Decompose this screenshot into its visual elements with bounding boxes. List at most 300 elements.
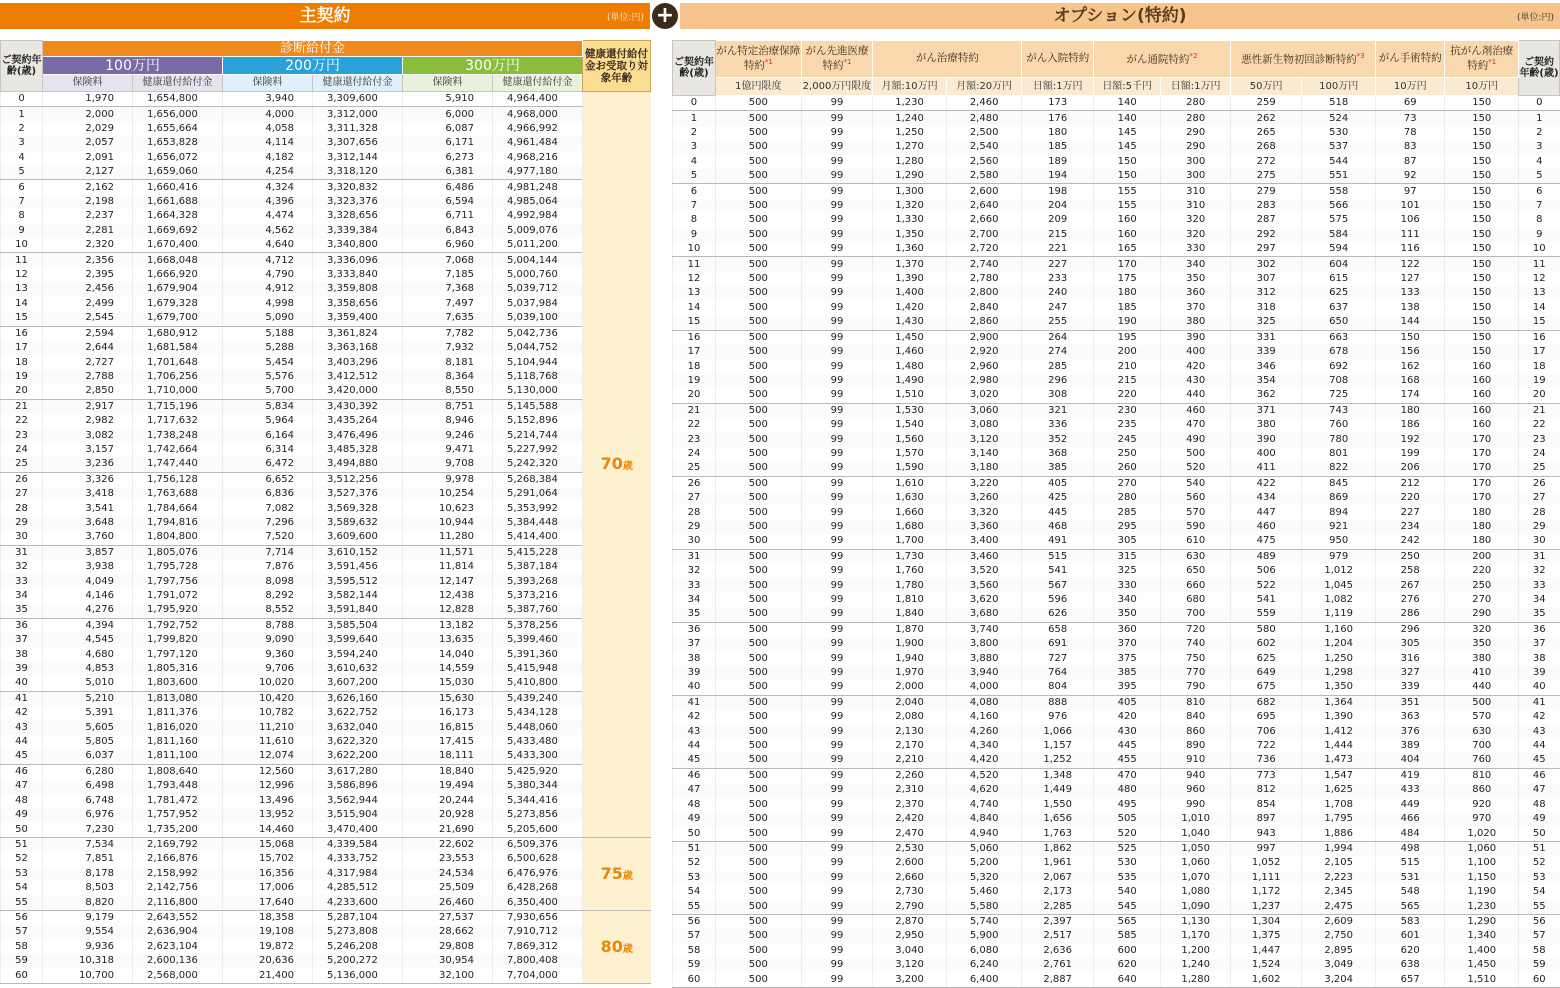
premium-cell: 6,087 xyxy=(403,122,493,136)
premium-cell: 15,030 xyxy=(403,676,493,691)
option-premium-cell: 1,290 xyxy=(1445,914,1519,929)
table-row xyxy=(1,487,651,501)
age-cell-right: 43 xyxy=(1519,724,1560,738)
option-premium-cell: 545 xyxy=(1093,899,1160,914)
option-title: オプション(特約) xyxy=(1053,6,1187,26)
option-premium-cell: 234 xyxy=(1375,520,1444,534)
premium-cell: 15,068 xyxy=(223,837,313,852)
return-cell: 4,992,984 xyxy=(493,209,583,223)
option-premium-cell: 1,230 xyxy=(873,96,947,111)
premium-cell: 7,520 xyxy=(223,530,313,545)
option-premium-cell: 625 xyxy=(1230,651,1302,665)
premium-cell: 9,978 xyxy=(403,472,493,487)
premium-cell: 4,545 xyxy=(43,633,133,647)
premium-cell: 4,853 xyxy=(43,662,133,676)
payout-age-value: 80 xyxy=(600,936,623,956)
option-premium-cell: 1,298 xyxy=(1302,666,1376,680)
option-premium-cell: 339 xyxy=(1375,680,1444,695)
return-cell: 1,797,756 xyxy=(133,574,223,588)
table-row xyxy=(1,253,651,268)
option-premium-cell: 370 xyxy=(1093,637,1160,651)
option-premium-cell: 500 xyxy=(715,301,801,315)
option-premium-cell: 500 xyxy=(715,374,801,388)
option-premium-cell: 150 xyxy=(1445,242,1519,257)
option-premium-cell: 307 xyxy=(1230,272,1302,286)
option-premium-cell: 185 xyxy=(1022,140,1094,154)
option-unit-label: (単位:円) xyxy=(1516,13,1554,23)
premium-cell: 10,782 xyxy=(223,706,313,720)
payout-age-value: 75 xyxy=(600,863,623,883)
premium-cell: 18,358 xyxy=(223,910,313,925)
return-cell: 3,470,400 xyxy=(313,822,403,837)
premium-cell: 7,782 xyxy=(403,326,493,341)
premium-cell: 2,356 xyxy=(43,253,133,268)
return-cell: 1,805,316 xyxy=(133,662,223,676)
table-row xyxy=(1,968,651,983)
option-premium-cell: 470 xyxy=(1093,768,1160,783)
option-premium-cell: 845 xyxy=(1302,476,1376,491)
option-premium-cell: 720 xyxy=(1161,622,1230,637)
return-cell: 3,599,640 xyxy=(313,633,403,647)
option-premium-cell: 1,082 xyxy=(1302,593,1376,607)
premium-cell: 16,815 xyxy=(403,720,493,734)
option-premium-cell: 540 xyxy=(1161,476,1230,491)
option-premium-cell: 500 xyxy=(715,651,801,665)
option-premium-cell: 638 xyxy=(1375,958,1444,972)
option-premium-cell: 840 xyxy=(1161,710,1230,724)
premium-cell: 13,182 xyxy=(403,618,493,633)
return-cell: 3,363,168 xyxy=(313,341,403,355)
option-premium-cell: 190 xyxy=(1093,315,1160,330)
table-row xyxy=(1,822,651,837)
option-premium-cell: 99 xyxy=(801,534,873,549)
option-premium-cell: 99 xyxy=(801,184,873,199)
premium-cell: 2,545 xyxy=(43,311,133,326)
option-premium-cell: 327 xyxy=(1375,666,1444,680)
table-row xyxy=(673,899,1560,914)
age-cell-right: 27 xyxy=(1519,491,1560,505)
option-premium-cell: 144 xyxy=(1375,315,1444,330)
premium-cell: 9,471 xyxy=(403,443,493,457)
option-premium-cell: 122 xyxy=(1375,257,1444,272)
table-row xyxy=(1,662,651,676)
option-premium-cell: 5,320 xyxy=(946,871,1022,885)
table-row xyxy=(1,852,651,866)
premium-cell: 2,162 xyxy=(43,180,133,195)
option-premium-cell: 3,049 xyxy=(1302,958,1376,972)
age-cell: 45 xyxy=(1,749,43,764)
option-premium-cell: 150 xyxy=(1445,184,1519,199)
option-premium-cell: 99 xyxy=(801,418,873,432)
premium-header: 保険料 xyxy=(223,75,313,92)
return-cell: 3,485,328 xyxy=(313,443,403,457)
table-row xyxy=(673,359,1560,373)
option-premium-cell: 2,560 xyxy=(946,155,1022,169)
option-premium-cell: 145 xyxy=(1093,140,1160,154)
option-premium-cell: 620 xyxy=(1093,958,1160,972)
age-cell: 36 xyxy=(1,618,43,633)
main-contract-banner xyxy=(0,3,650,29)
table-row xyxy=(673,374,1560,388)
premium-cell: 26,460 xyxy=(403,895,493,910)
option-premium-cell: 2,260 xyxy=(873,768,947,783)
option-premium-cell: 99 xyxy=(801,826,873,841)
option-premium-cell: 1,570 xyxy=(873,447,947,461)
option-premium-cell: 340 xyxy=(1161,257,1230,272)
option-premium-cell: 155 xyxy=(1093,184,1160,199)
option-premium-cell: 2,887 xyxy=(1022,972,1094,987)
option-premium-cell: 270 xyxy=(1445,593,1519,607)
option-premium-cell: 531 xyxy=(1375,871,1444,885)
return-cell: 2,636,904 xyxy=(133,925,223,939)
age-cell: 51 xyxy=(673,841,716,856)
age-cell-right: 10 xyxy=(1519,242,1560,257)
age-cell: 18 xyxy=(673,359,716,373)
option-premium-cell: 500 xyxy=(715,885,801,899)
option-premium-cell: 150 xyxy=(1445,169,1519,184)
return-cell: 3,320,832 xyxy=(313,180,403,195)
premium-cell: 4,712 xyxy=(223,253,313,268)
option-premium-cell: 99 xyxy=(801,695,873,710)
premium-cell: 2,091 xyxy=(43,151,133,165)
return-cell: 4,968,000 xyxy=(493,107,583,122)
option-premium-cell: 500 xyxy=(715,403,801,418)
table-row xyxy=(673,958,1560,972)
age-cell: 37 xyxy=(1,633,43,647)
option-premium-cell: 500 xyxy=(715,578,801,592)
return-cell: 1,794,816 xyxy=(133,516,223,530)
return-cell: 1,791,072 xyxy=(133,589,223,603)
return-cell: 1,795,920 xyxy=(133,603,223,618)
table-row xyxy=(1,764,651,779)
option-premium-cell: 1,270 xyxy=(873,140,947,154)
option-premium-cell: 1,490 xyxy=(873,374,947,388)
option-premium-cell: 339 xyxy=(1230,345,1302,359)
opt-header-outpatient xyxy=(1093,41,1230,78)
age-cell: 23 xyxy=(1,428,43,442)
option-premium-cell: 2,800 xyxy=(946,286,1022,300)
age-cell: 20 xyxy=(673,388,716,403)
return-header: 健康還付給付金 xyxy=(313,75,403,92)
option-premium-cell: 260 xyxy=(1093,461,1160,476)
age-cell: 19 xyxy=(673,374,716,388)
option-premium-cell: 2,080 xyxy=(873,710,947,724)
premium-cell: 22,602 xyxy=(403,837,493,852)
table-row xyxy=(673,301,1560,315)
option-premium-cell: 280 xyxy=(1161,96,1230,111)
premium-cell: 19,108 xyxy=(223,925,313,939)
option-premium-cell: 500 xyxy=(715,783,801,797)
option-premium-cell: 2,790 xyxy=(873,899,947,914)
premium-cell: 9,360 xyxy=(223,647,313,661)
premium-cell: 6,171 xyxy=(403,136,493,150)
age-cell: 17 xyxy=(1,341,43,355)
option-premium-cell: 500 xyxy=(715,826,801,841)
opt-header-hospitalization xyxy=(1022,41,1094,78)
premium-cell: 13,952 xyxy=(223,808,313,822)
option-premium-cell: 2,460 xyxy=(946,96,1022,111)
return-cell: 1,763,688 xyxy=(133,487,223,501)
option-premium-cell: 175 xyxy=(1093,272,1160,286)
age-cell: 38 xyxy=(673,651,716,665)
option-premium-cell: 99 xyxy=(801,286,873,300)
option-premium-cell: 1,560 xyxy=(873,432,947,446)
option-premium-cell: 425 xyxy=(1022,491,1094,505)
option-premium-cell: 2,397 xyxy=(1022,914,1094,929)
return-cell: 5,373,216 xyxy=(493,589,583,603)
option-premium-cell: 2,900 xyxy=(946,330,1022,345)
option-premium-cell: 1,350 xyxy=(873,228,947,242)
option-premium-cell: 500 xyxy=(715,753,801,768)
option-premium-cell: 2,660 xyxy=(946,213,1022,227)
premium-cell: 8,820 xyxy=(43,895,133,910)
option-premium-cell: 500 xyxy=(715,476,801,491)
option-premium-cell: 4,420 xyxy=(946,753,1022,768)
return-header: 健康還付給付金 xyxy=(493,75,583,92)
table-row xyxy=(673,315,1560,330)
option-premium-cell: 466 xyxy=(1375,812,1444,826)
return-cell: 5,287,104 xyxy=(313,910,403,925)
option-premium-cell: 500 xyxy=(715,520,801,534)
premium-cell: 6,164 xyxy=(223,428,313,442)
return-cell: 1,811,100 xyxy=(133,749,223,764)
option-premium-cell: 650 xyxy=(1161,564,1230,578)
option-premium-cell: 630 xyxy=(1445,724,1519,738)
age-cell-right: 15 xyxy=(1519,315,1560,330)
option-premium-cell: 99 xyxy=(801,301,873,315)
option-premium-cell: 5,900 xyxy=(946,929,1022,943)
option-premium-cell: 773 xyxy=(1230,768,1302,783)
payout-age-header: 健康還付給付金お受取り対象年齢 xyxy=(583,41,651,92)
option-premium-cell: 376 xyxy=(1375,724,1444,738)
option-premium-cell: 558 xyxy=(1302,184,1376,199)
option-premium-cell: 1,460 xyxy=(873,345,947,359)
option-premium-cell: 1,230 xyxy=(1445,899,1519,914)
age-cell-right: 57 xyxy=(1519,929,1560,943)
option-premium-cell: 1,060 xyxy=(1161,856,1230,870)
option-premium-cell: 280 xyxy=(1161,111,1230,126)
table-row xyxy=(1,195,651,209)
option-premium-cell: 99 xyxy=(801,972,873,987)
age-cell-right: 42 xyxy=(1519,710,1560,724)
return-header: 健康還付給付金 xyxy=(133,75,223,92)
return-cell: 1,804,800 xyxy=(133,530,223,545)
table-row xyxy=(673,403,1560,418)
age-cell-right: 29 xyxy=(1519,520,1560,534)
age-cell: 34 xyxy=(1,589,43,603)
age-cell-right: 39 xyxy=(1519,666,1560,680)
premium-cell: 5,910 xyxy=(403,92,493,107)
option-premium-cell: 2,517 xyxy=(1022,929,1094,943)
option-premium-cell: 321 xyxy=(1022,403,1094,418)
option-premium-cell: 560 xyxy=(1161,491,1230,505)
option-premium-cell: 1,530 xyxy=(873,403,947,418)
option-premium-cell: 1,524 xyxy=(1230,958,1302,972)
age-cell: 60 xyxy=(1,968,43,983)
option-premium-cell: 790 xyxy=(1161,680,1230,695)
table-row xyxy=(1,501,651,515)
option-premium-cell: 500 xyxy=(715,593,801,607)
option-premium-cell: 660 xyxy=(1161,578,1230,592)
main-contract-title: 主契約 xyxy=(299,6,351,26)
age-cell: 56 xyxy=(673,914,716,929)
premium-cell: 3,760 xyxy=(43,530,133,545)
option-premium-cell: 297 xyxy=(1230,242,1302,257)
option-premium-cell: 99 xyxy=(801,783,873,797)
option-premium-cell: 325 xyxy=(1230,315,1302,330)
return-cell: 1,781,472 xyxy=(133,794,223,808)
return-cell: 5,152,896 xyxy=(493,414,583,428)
option-premium-cell: 445 xyxy=(1093,739,1160,753)
option-premium-cell: 405 xyxy=(1093,695,1160,710)
return-cell: 5,009,076 xyxy=(493,224,583,238)
return-cell: 3,582,144 xyxy=(313,589,403,603)
return-cell: 2,142,756 xyxy=(133,881,223,895)
age-cell-right: 37 xyxy=(1519,637,1560,651)
table-row xyxy=(1,925,651,939)
option-premium-cell: 99 xyxy=(801,812,873,826)
return-cell: 5,415,228 xyxy=(493,545,583,560)
age-cell: 21 xyxy=(1,399,43,414)
premium-cell: 9,936 xyxy=(43,940,133,954)
option-premium-cell: 195 xyxy=(1093,330,1160,345)
table-row xyxy=(673,257,1560,272)
option-premium-cell: 305 xyxy=(1375,637,1444,651)
return-cell: 6,500,628 xyxy=(493,852,583,866)
age-cell: 12 xyxy=(1,268,43,282)
option-premium-cell: 99 xyxy=(801,169,873,184)
table-row xyxy=(673,520,1560,534)
option-premium-cell: 434 xyxy=(1230,491,1302,505)
return-cell: 3,359,808 xyxy=(313,282,403,296)
option-premium-cell: 500 xyxy=(715,564,801,578)
option-premium-cell: 1,060 xyxy=(1445,841,1519,856)
return-cell: 5,000,760 xyxy=(493,268,583,282)
option-premium-cell: 99 xyxy=(801,856,873,870)
age-cell: 10 xyxy=(1,238,43,253)
age-cell: 29 xyxy=(673,520,716,534)
age-cell: 42 xyxy=(1,706,43,720)
premium-cell: 2,057 xyxy=(43,136,133,150)
option-premium-cell: 2,580 xyxy=(946,169,1022,184)
option-premium-cell: 1,444 xyxy=(1302,739,1376,753)
age-cell: 2 xyxy=(673,126,716,140)
option-premium-cell: 910 xyxy=(1161,753,1230,768)
option-premium-cell: 99 xyxy=(801,666,873,680)
return-cell: 3,569,328 xyxy=(313,501,403,515)
option-premium-cell: 801 xyxy=(1302,447,1376,461)
option-premium-cell: 518 xyxy=(1302,96,1376,111)
age-cell: 8 xyxy=(673,213,716,227)
table-row xyxy=(1,443,651,457)
option-premium-cell: 500 xyxy=(715,272,801,286)
age-cell: 25 xyxy=(673,461,716,476)
return-cell: 3,527,376 xyxy=(313,487,403,501)
option-premium-cell: 2,660 xyxy=(873,871,947,885)
return-cell: 3,476,496 xyxy=(313,428,403,442)
return-cell: 4,968,216 xyxy=(493,151,583,165)
return-cell: 3,420,000 xyxy=(313,384,403,399)
payout-age-value: 70 xyxy=(600,454,623,474)
table-row xyxy=(1,954,651,968)
return-cell: 5,425,920 xyxy=(493,764,583,779)
return-cell: 1,680,912 xyxy=(133,326,223,341)
option-premium-cell: 99 xyxy=(801,768,873,783)
premium-cell: 4,998 xyxy=(223,297,313,311)
option-premium-cell: 484 xyxy=(1375,826,1444,841)
option-premium-cell: 150 xyxy=(1093,169,1160,184)
option-premium-cell: 385 xyxy=(1022,461,1094,476)
premium-cell: 5,834 xyxy=(223,399,313,414)
age-cell: 2 xyxy=(1,122,43,136)
age-cell: 58 xyxy=(673,944,716,958)
age-cell: 12 xyxy=(673,272,716,286)
option-premium-cell: 500 xyxy=(715,944,801,958)
option-premium-cell: 700 xyxy=(1161,607,1230,622)
option-premium-cell: 2,761 xyxy=(1022,958,1094,972)
table-row xyxy=(1,107,651,122)
return-cell: 3,617,280 xyxy=(313,764,403,779)
option-premium-cell: 810 xyxy=(1445,768,1519,783)
return-cell: 1,668,048 xyxy=(133,253,223,268)
premium-cell: 2,727 xyxy=(43,355,133,369)
return-cell: 6,428,268 xyxy=(493,881,583,895)
option-premium-cell: 99 xyxy=(801,944,873,958)
age-cell: 30 xyxy=(1,530,43,545)
option-premium-cell: 3,260 xyxy=(946,491,1022,505)
option-premium-cell: 99 xyxy=(801,607,873,622)
return-cell: 5,391,360 xyxy=(493,647,583,661)
option-premium-cell: 199 xyxy=(1375,447,1444,461)
option-premium-cell: 165 xyxy=(1093,242,1160,257)
return-cell: 2,166,876 xyxy=(133,852,223,866)
age-cell-right: 18 xyxy=(1519,359,1560,373)
premium-cell: 14,040 xyxy=(403,647,493,661)
premium-cell: 11,280 xyxy=(403,530,493,545)
option-premium-cell: 410 xyxy=(1445,666,1519,680)
option-premium-cell: 1,447 xyxy=(1230,944,1302,958)
age-cell: 31 xyxy=(673,549,716,564)
option-premium-cell: 921 xyxy=(1302,520,1376,534)
option-premium-cell: 99 xyxy=(801,871,873,885)
premium-cell: 6,314 xyxy=(223,443,313,457)
option-premium-cell: 380 xyxy=(1230,418,1302,432)
table-row xyxy=(673,914,1560,929)
option-premium-cell: 1,400 xyxy=(873,286,947,300)
premium-cell: 2,029 xyxy=(43,122,133,136)
option-premium-cell: 2,040 xyxy=(873,695,947,710)
premium-cell: 13,496 xyxy=(223,794,313,808)
option-premium-cell: 2,067 xyxy=(1022,871,1094,885)
option-premium-cell: 1,760 xyxy=(873,564,947,578)
option-premium-cell: 1,330 xyxy=(873,213,947,227)
premium-cell: 6,652 xyxy=(223,472,313,487)
table-row xyxy=(1,384,651,399)
age-cell-right: 60 xyxy=(1519,972,1560,987)
option-premium-cell: 637 xyxy=(1302,301,1376,315)
option-premium-cell: 4,840 xyxy=(946,812,1022,826)
option-premium-cell: 812 xyxy=(1230,783,1302,797)
age-cell: 46 xyxy=(673,768,716,783)
option-premium-cell: 1,304 xyxy=(1230,914,1302,929)
option-premium-cell: 663 xyxy=(1302,330,1376,345)
return-cell: 2,158,992 xyxy=(133,867,223,881)
return-cell: 3,622,200 xyxy=(313,749,403,764)
table-row xyxy=(1,428,651,442)
age-cell-right: 8 xyxy=(1519,213,1560,227)
premium-cell: 8,364 xyxy=(403,370,493,384)
opt-subheader: 100万円 xyxy=(1302,78,1376,96)
